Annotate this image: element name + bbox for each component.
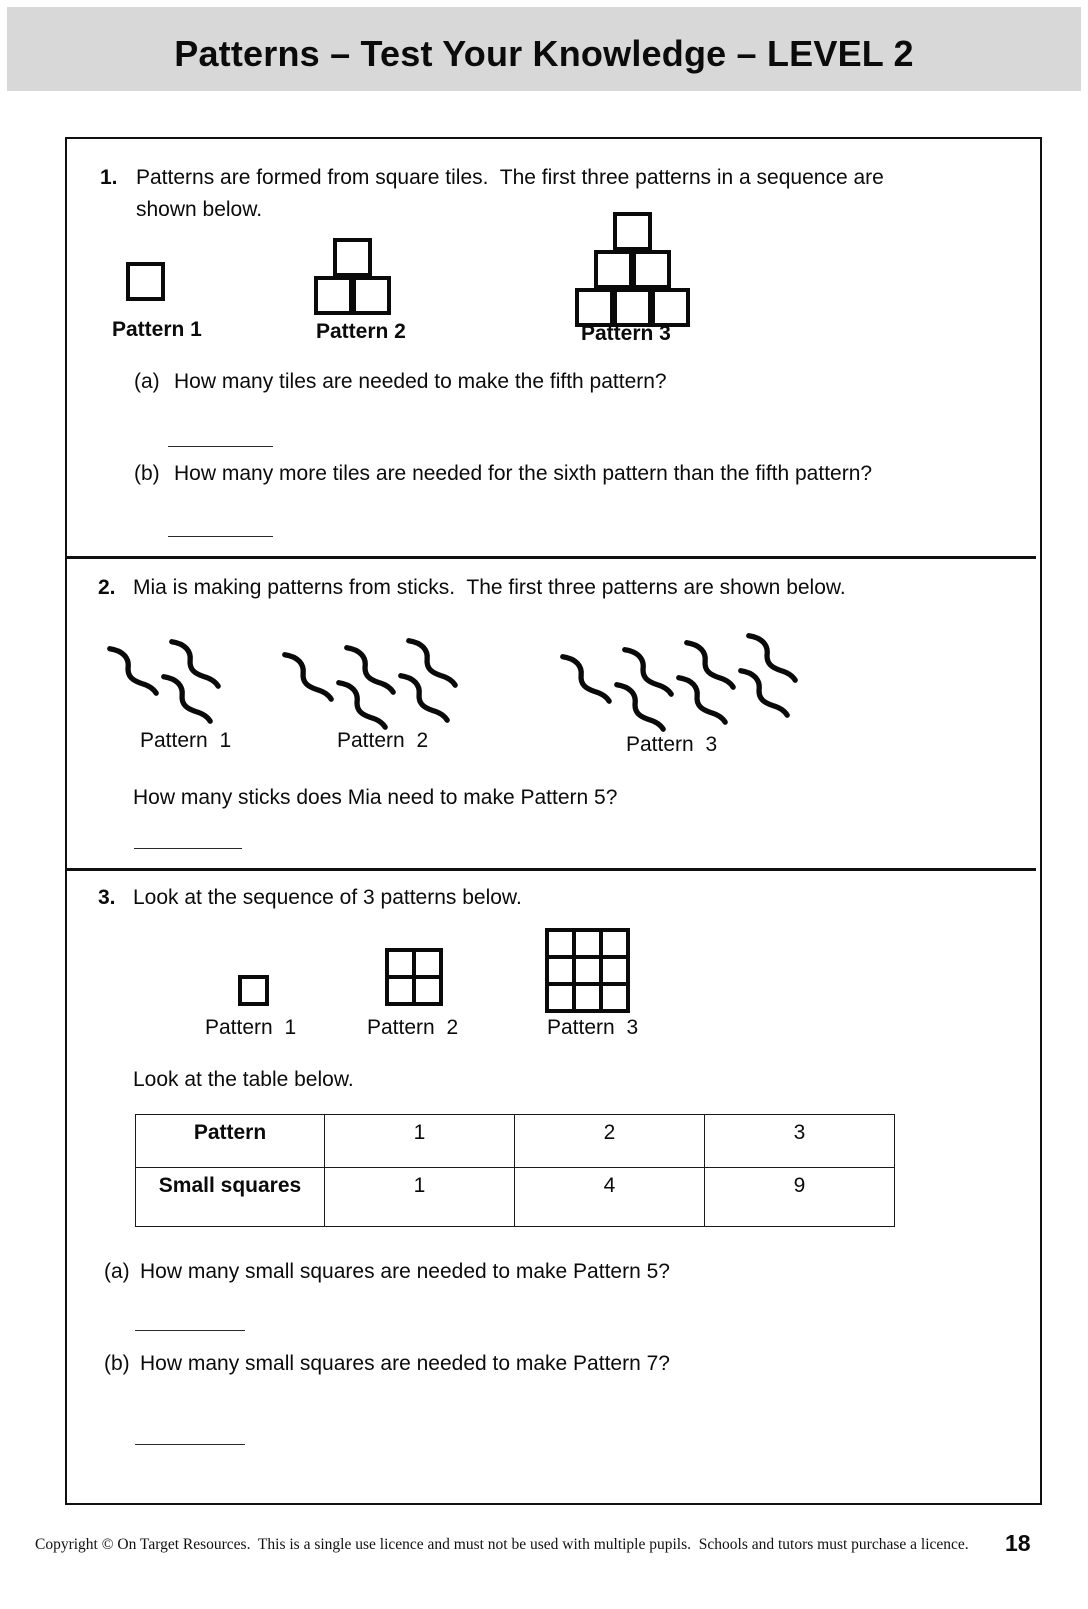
copyright-notice: Copyright © On Target Resources. This is a single use licence and must not be used with multiple pupils. Schools and tutors must purchase a licence.: [35, 1536, 969, 1553]
square-tile: [352, 276, 391, 315]
section-divider-1: [67, 556, 1036, 559]
question-1-number: 1.: [100, 166, 118, 189]
q2-pattern-figure-2: [278, 630, 528, 740]
table-cell: 4: [515, 1168, 705, 1227]
table-row-pattern: [136, 1115, 895, 1168]
stick-icon: [278, 646, 336, 704]
q1-pattern-label-2: Pattern 2: [316, 320, 406, 343]
q1-part-a-tag: (a): [134, 370, 160, 393]
q1-pattern-label-3: Pattern 3: [581, 322, 671, 345]
small-square: [412, 975, 443, 1006]
stick-icon: [672, 669, 730, 727]
q3-answer-line-b: [135, 1444, 245, 1445]
table-cell: 2: [515, 1115, 705, 1168]
question-1-text-line1: Patterns are formed from square tiles. The first three patterns in a sequence are: [136, 166, 884, 189]
q3-pattern-figure-2: [385, 948, 443, 1006]
stick-icon: [332, 674, 390, 732]
tile-row: [613, 212, 652, 251]
title-banner: [7, 7, 1081, 91]
q1-part-b-text: How many more tiles are needed for the sixth pattern than the fifth pattern?: [174, 462, 873, 485]
stick-icon: [556, 648, 614, 706]
q2-question-text: How many sticks does Mia need to make Pattern 5?: [133, 786, 618, 809]
q3-pattern-label-2: Pattern 2: [367, 1016, 459, 1039]
worksheet-box: [65, 137, 1042, 1505]
q1-answer-line-b: [168, 536, 273, 537]
q3-table-intro: Look at the table below.: [133, 1068, 354, 1091]
question-3-number: 3.: [98, 886, 116, 909]
grid-row: [238, 975, 269, 1006]
small-square: [238, 975, 269, 1006]
q3-pattern-figure-3: [545, 928, 630, 1013]
stick-icon: [734, 662, 792, 720]
q1-pattern-figure-3: [575, 212, 690, 327]
stick-icon: [157, 668, 215, 726]
q1-pattern-label-1: Pattern 1: [112, 318, 202, 341]
q1-pattern-figure-1: [126, 262, 165, 301]
page-number: 18: [1005, 1530, 1031, 1556]
tile-row: [594, 250, 671, 289]
square-tile: [126, 262, 165, 301]
q3-pattern-label-1: Pattern 1: [205, 1016, 297, 1039]
q2-pattern-label-2: Pattern 2: [337, 729, 429, 752]
grid-row: [385, 975, 443, 1006]
square-tile: [594, 250, 633, 289]
q3-pattern-label-3: Pattern 3: [547, 1016, 639, 1039]
grid-row: [545, 982, 630, 1013]
tile-row: [333, 238, 372, 277]
tile-row: [126, 262, 165, 301]
q3-answer-line-a: [135, 1330, 245, 1331]
tile-row: [314, 276, 391, 315]
stick-icon: [610, 676, 668, 734]
table-cell: 1: [325, 1115, 515, 1168]
table-cell: 3: [705, 1115, 895, 1168]
q3-part-b-text: How many small squares are needed to make Pattern 7?: [140, 1352, 670, 1375]
small-square: [599, 982, 630, 1013]
q2-answer-line: [134, 848, 242, 849]
square-tile: [314, 276, 353, 315]
table-cell: 1: [325, 1168, 515, 1227]
square-tile: [333, 238, 372, 277]
q2-pattern-figure-3: [556, 632, 866, 742]
table-header-pattern: Pattern: [136, 1115, 325, 1168]
square-tile: [632, 250, 671, 289]
q3-part-b-tag: (b): [104, 1352, 130, 1375]
q2-pattern-figure-1: [103, 624, 293, 734]
q3-part-a-tag: (a): [104, 1260, 130, 1283]
question-3-text: Look at the sequence of 3 patterns below.: [133, 886, 522, 909]
q3-pattern-figure-1: [238, 975, 269, 1006]
section-divider-2: [67, 868, 1036, 871]
q1-answer-line-a: [168, 446, 273, 447]
table-cell: 9: [705, 1168, 895, 1227]
table-row-small-squares: [136, 1168, 895, 1227]
question-2-text: Mia is making patterns from sticks. The first three patterns are shown below.: [133, 576, 846, 599]
question-2-number: 2.: [98, 576, 116, 599]
question-1-text-line2: shown below.: [136, 198, 263, 221]
q2-pattern-label-1: Pattern 1: [140, 729, 232, 752]
q2-pattern-label-3: Pattern 3: [626, 733, 718, 756]
page-title: Patterns – Test Your Knowledge – LEVEL 2: [174, 33, 914, 74]
stick-icon: [394, 667, 452, 725]
q3-part-a-text: How many small squares are needed to make Pattern 5?: [140, 1260, 670, 1283]
pattern-table: [135, 1114, 895, 1227]
q1-part-a-text: How many tiles are needed to make the fifth pattern?: [174, 370, 667, 393]
stick-icon: [103, 640, 161, 698]
q1-part-b-tag: (b): [134, 462, 160, 485]
q1-pattern-figure-2: [314, 238, 391, 315]
table-header-small-squares: Small squares: [136, 1168, 325, 1227]
square-tile: [613, 212, 652, 251]
